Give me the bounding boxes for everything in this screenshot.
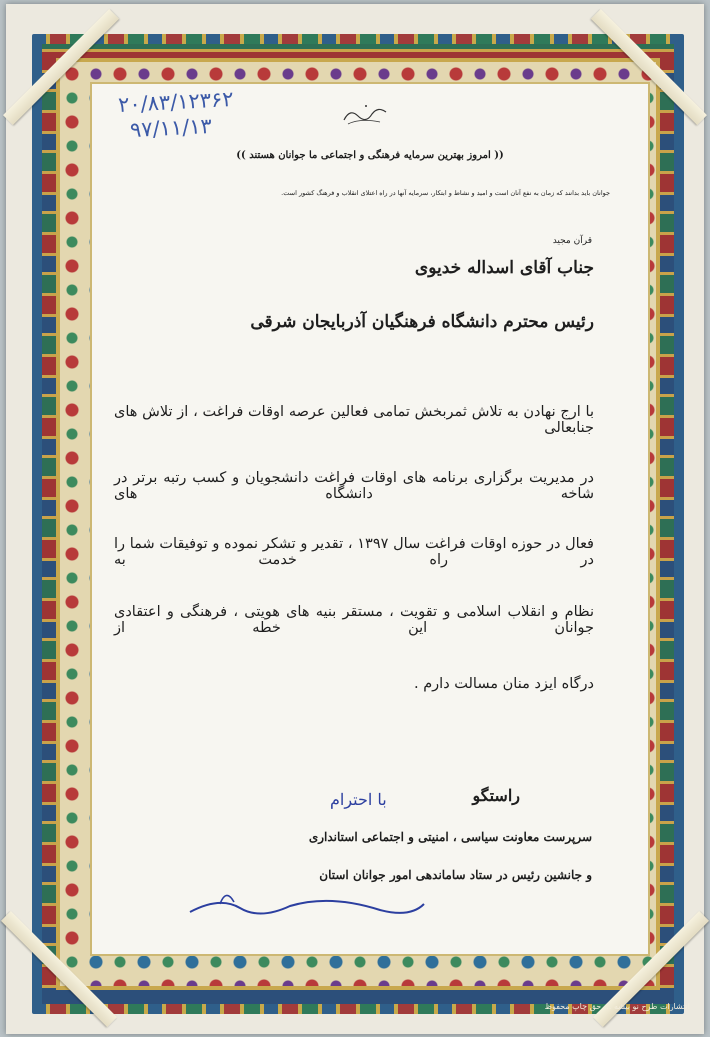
publisher-imprint: انتشارات طرح نو بیشه ... حق چاپ محفوظ	[544, 1002, 690, 1011]
body-line-4: نظام و انقلاب اسلامی و تقویت ، مستقر بنیه های هویتی ، فرهنگی و اعتقادی جوانان این خطه از	[114, 604, 594, 636]
header-verse: جوانان باید بدانند که زمان به نفع آنان است و امید و نشاط و ابتکار، سرمایه آنها در راه اعتلای انقلاب و فرهنگ کشور است.	[281, 189, 610, 197]
body-line-1: با ارج نهادن به تلاش ثمربخش تمامی فعالین عرصه اوقات فراغت ، از تلاش های جنابعالی	[114, 404, 594, 436]
signer-title-line-2: و جانشین رئیس در ستاد ساماندهی امور جوانان استان	[319, 868, 592, 882]
registration-number: ۲۰/۸۳/۱۲۳۶۲	[117, 86, 235, 118]
letter-paper	[90, 82, 650, 956]
handwritten-closing: با احترام	[330, 790, 387, 809]
header-quote: (( امروز بهترین سرمایه فرهنگی و اجتماعی ما جوانان هستند ))	[236, 150, 504, 161]
body-line-5: درگاه ایزد منان مسالت دارم .	[413, 676, 594, 692]
body-line-2: در مدیریت برگزاری برنامه های اوقات فراغت دانشجویان و کسب رتبه برتر در شاخه دانشگاه های	[114, 470, 594, 502]
body-line-3: فعال در حوزه اوقات فراغت سال ۱۳۹۷ ، تقدیر و تشکر نموده و توفیقات شما را در راه خدمت به	[114, 536, 594, 568]
handwritten-signature-icon	[180, 884, 430, 924]
verse-source: قرآن مجید	[552, 236, 592, 246]
recipient-name: جناب آقای اسداله خدیوی	[414, 258, 594, 278]
recipient-title: رئیس محترم دانشگاه فرهنگیان آذربایجان شرقی	[250, 312, 594, 332]
closing-regards: راستگو	[472, 786, 520, 805]
signer-title-line-1: سرپرست معاونت سیاسی ، امنیتی و اجتماعی استانداری	[308, 830, 592, 844]
calligraphy-basmala-icon	[340, 100, 390, 128]
registration-date: ۹۷/۱۱/۱۳	[129, 113, 213, 143]
